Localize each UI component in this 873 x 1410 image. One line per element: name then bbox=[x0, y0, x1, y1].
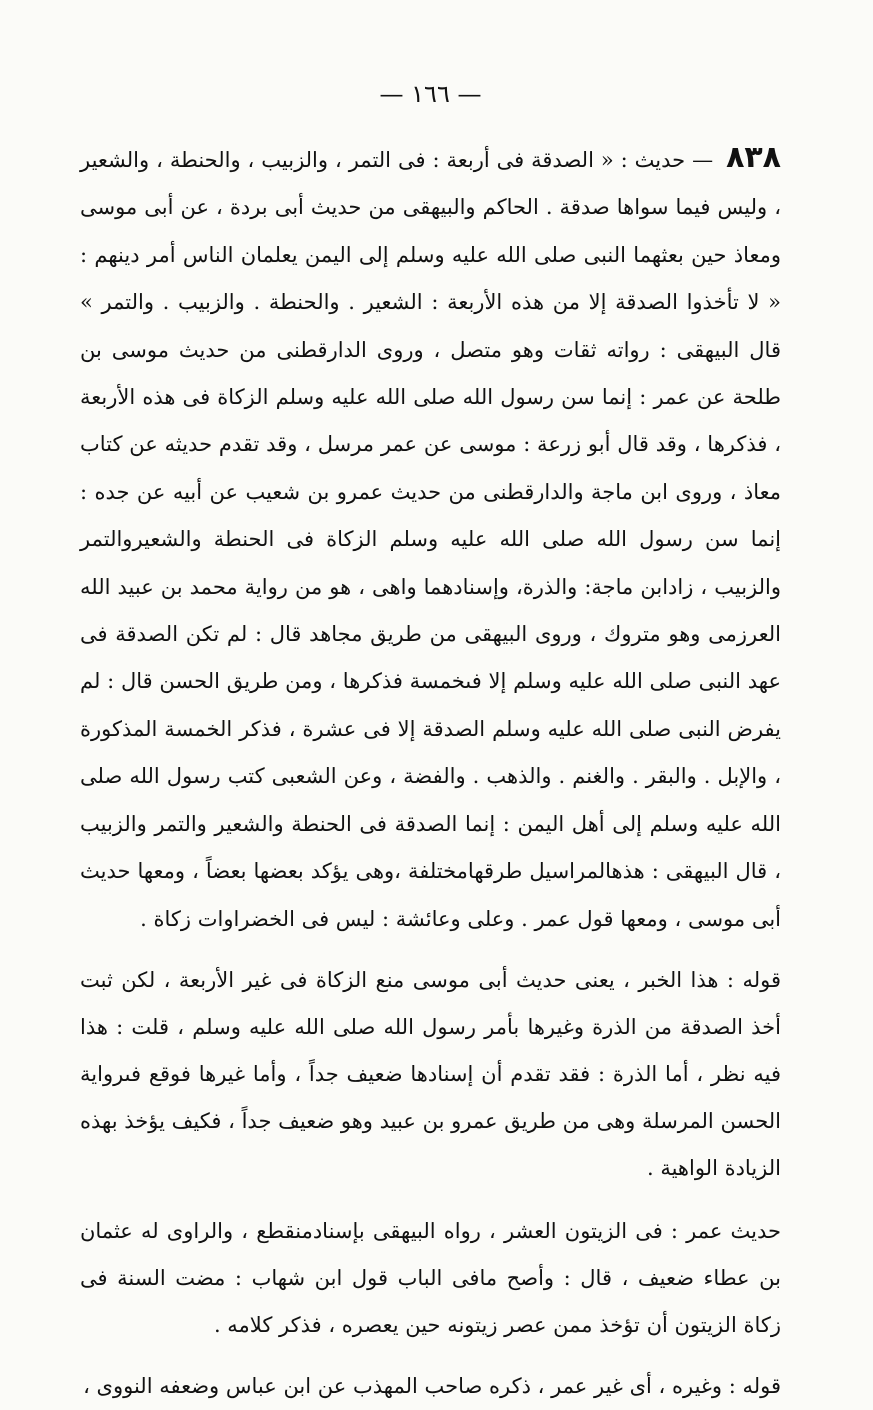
hadith-number: ٨٣٨ bbox=[726, 140, 781, 175]
paragraph-gap bbox=[80, 943, 781, 957]
paragraph-gap bbox=[80, 1192, 781, 1208]
hadith-umar-paragraph bbox=[80, 1208, 781, 1349]
commentary-paragraph-2 bbox=[80, 1363, 781, 1410]
commentary-paragraph-1 bbox=[80, 957, 781, 1192]
hadith-838-paragraph bbox=[80, 134, 781, 943]
commentary-2-text: قوله : وغيره ، أى غير عمر ، ذكره صاحب المهذب عن ابن عباس وضعفه النووى ، bbox=[83, 1373, 781, 1398]
hadith-umar-text: حديث عمر : فى الزيتون العشر ، رواه البيهقى بإسنادمنقطع ، والراوى له عثمان بن عطاء ضعيف ، قال : وأصح مافى الباب قول ابن شهاب : مضت السنة فى زكاة الزيتون أن تؤخذ ممن عصر زيتونه حين يعصره ، فذكر كلامه . bbox=[80, 1218, 781, 1337]
page-number: — ١٦٦ — bbox=[379, 80, 482, 108]
commentary-1-text: قوله : هذا الخبر ، يعنى حديث أبى موسى منع الزكاة فى غير الأربعة ، لكن ثبت أخذ الصدقة من الذرة وغيرها بأمر رسول الله صلى الله عليه وسلم ، قلت : هذا فيه نظر ، أما الذرة : فقد تقدم أن إسنادها ضعيف جداً ، وأما غيرها فوقع فىرواية الحسن المرسلة وهى من طريق عمرو بن عبيد وهو ضعيف جداً ، فكيف يؤخذ بهذه الزيادة الواهية . bbox=[80, 967, 781, 1180]
hadith-838-text: — حديث : « الصدقة فى أربعة : فى التمر ، والزبيب ، والحنطة ، والشعير ، وليس فيما سواها صدقة . الحاكم والبيهقى من حديث أبى بردة ، عن أبى موسى ومعاذ حين بعثهما النبى صلى الله عليه وسلم إلى اليمن يعلمان الناس أمر دينهم : « لا تأخذوا الصدقة إلا من هذه الأربعة : الشعير . والحنطة . والزبيب . والتمر » قال البيهقى : رواته ثقات وهو متصل ، وروى الدارقطنى من حديث موسى بن طلحة عن عمر : إنما سن رسول الله صلى الله عليه وسلم الزكاة فى هذه الأربعة ، فذكرها ، وقد قال أبو زرعة : موسى عن عمر مرسل ، وقد تقدم حديثه عن كتاب معاذ ، وروى ابن ماجة والدارقطنى من حديث عمرو بن شعيب عن أبيه عن جده : إنما سن رسول الله صلى الله عليه وسلم الزكاة فى الحنطة والشعيروالتمر والزبيب ، زادابن ماجة: والذرة، وإسنادهما واهى ، هو من رواية محمد بن عبيد الله العرزمى وهو متروك ، وروى البيهقى من طريق مجاهد قال : لم تكن الصدقة فى عهد النبى صلى الله عليه وسلم إلا فىخمسة فذكرها ، ومن طريق الحسن قال : لم يفرض النبى صلى الله عليه وسلم الصدقة إلا فى عشرة ، فذكر الخمسة المذكورة ، والإبل . والبقر . والغنم . والذهب . والفضة ، وعن الشعبى كتب رسول الله صلى الله عليه وسلم إلى أهل اليمن : إنما الصدقة فى الحنطة والشعير والتمر والزبيب ، قال البيهقى : هذهالمراسيل طرقهامختلفة ،وهى يؤكد بعضها بعضاً ، ومعها حديث أبى موسى ، ومعها قول عمر . وعلى وعائشة : ليس فى الخضراوات زكاة . bbox=[80, 148, 781, 931]
